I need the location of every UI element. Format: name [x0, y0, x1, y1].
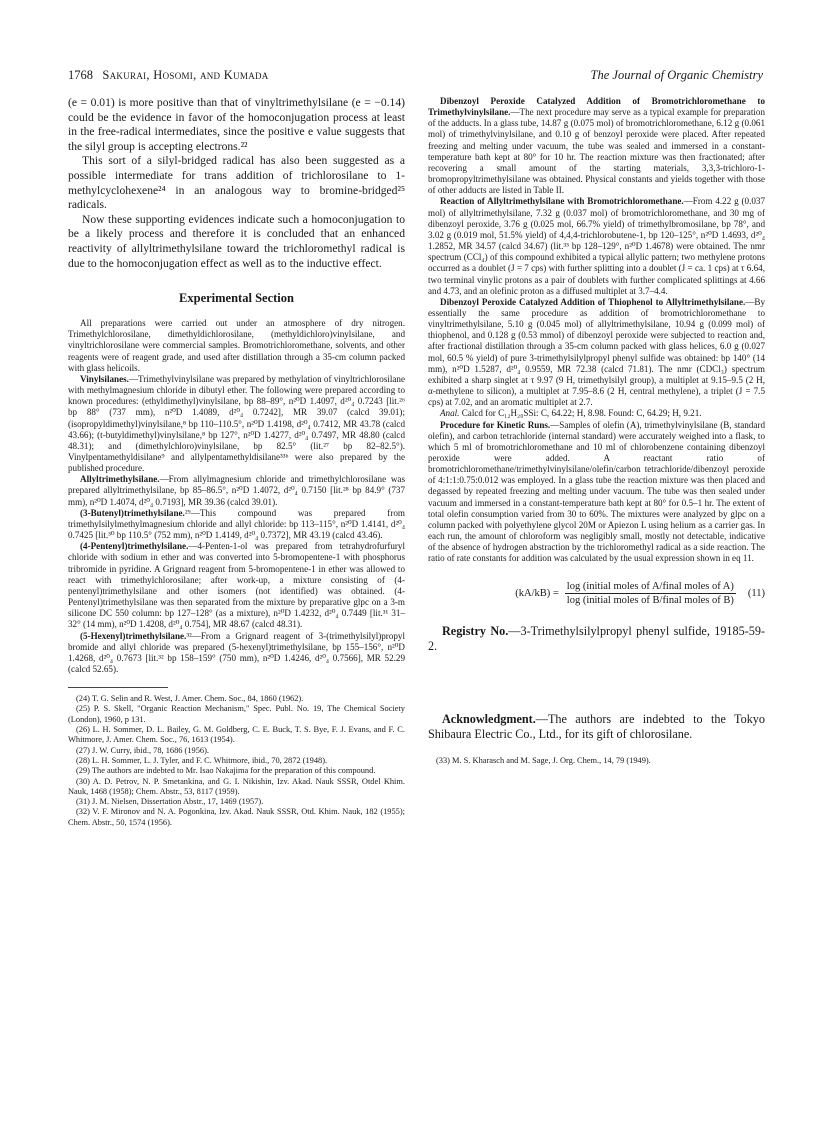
footnote: (26) L. H. Sommer, D. L. Bailey, G. M. Goldberg, C. E. Buck, T. S. Bye, F. J. Evans, and F. C. Whitmore, J. Amer. Chem. Soc., 76, 1613 (1954). [68, 725, 405, 745]
equation-numerator: log (initial moles of A/final moles of A) [566, 580, 734, 592]
registry-paragraph [428, 624, 765, 654]
paragraph-body: ³²—From a Grignard reagent of 3-(trimethylsilyl)propyl bromide and allyl chloride was prepared (5-hexenyl)trimethylsilane, bp 155–156°, n²⁰D 1.4268, d²⁰₄ 0.7673 [lit.³² bp 158–159° (750 mm), n²⁰D 1.4246, d²⁰₄ 0.7566], MR 52.29 (calcd 52.65). [68, 630, 405, 674]
right-column [428, 96, 765, 766]
left-column [68, 96, 405, 828]
equation-11 [428, 581, 765, 606]
discussion-paragraph: (e = 0.01) is more positive than that of vinyltrimethylsilane (e = −0.14) could be the evidence in favor of the homoconjugation process at least in the free-radical intermediates, since the positive e value suggests that the silyl group is accepting electrons.²² [68, 96, 405, 153]
paragraph-body: —Trimethylvinylsilane was prepared by methylation of vinyltrichlorosilane with methylmagnesium chloride in dibutyl ether. The following were prepared according to known procedures: (ethyldimethyl)vinylsilane, bp 88–89°, n²⁰D 1.4097, d²⁰₄ 0.7243 [lit.²⁶ bp 88° (737 mm), n²⁰D 1.4089, d²⁰₄ 0.7242], MR 39.07 (calcd 39.01); (isopropyldimethyl)vinylsilane,⁸ bp 110–110.5°, n²⁰D 1.4198, d²⁰₄ 0.7412, MR 43.78 (calcd 43.66); (t-butyldimethyl)vinylsilane,⁸ bp 127°, n²⁰D 1.4277, d²⁰₄ 0.7497, MR 48.80 (calcd 48.31); and (dimethylchloro)vinylsilane, bp 82.5° (lit.²⁷ bp 82–82.5°). Vinylpentamethyldisilane⁹ and allylpentamethyldisilane³³ᵇ were also prepared by the published procedure. [68, 373, 405, 474]
paragraph-body: —Samples of olefin (A), trimethylvinylsilane (B, standard olefin), and carbon tetrachloride (internal standard) were accurately weighed into a flask, to which 5 ml of bromotrichloromethane and 10 ml of chlorobenzene containing dibenzoyl peroxide were added. A reactant ratio of bromotrichloromethane/trimethylvinylsilane/olefin/carbon tetrachloride/dibenzoyl peroxide of 4:1:1:0.75:0.012 was employed. In a glass tube the reaction mixture was then placed and degassed by repeated freezing and melting under vacuum. The tube was then sealed under vacuum and immersed in a constant-temperature bath kept at 80° for 0.5–1 hr. The extent of total olefin consumption varied from 30 to 60%. The mixtures were analyzed by glpc on a column packed with polyethylene glycol 20M or Apiezon L using helium as a carrier gas. In each run, the amount of chloroform was negligibly small, mostly not detectable, indicative of the absence of hydrogen abstraction by the trichloromethyl radical as a side reaction. The ratio of rate constants for addition was calculated by the usual expression shown in eq 11. [428, 419, 765, 564]
experimental-paragraph [428, 297, 765, 409]
experimental-text [68, 318, 405, 675]
registry-heading: Registry No. [442, 623, 509, 638]
footnote: (32) V. F. Mironov and N. A. Pogonkina, Izv. Akad. Nauk SSSR, Otd. Khim. Nauk, 182 (1955); Chem. Abstr., 50, 1574 (1956). [68, 807, 405, 827]
section-heading: Experimental Section [179, 291, 294, 306]
experimental-intro: All preparations were carried out under an atmosphere of dry nitrogen. Trimethylchlorosilane, dimethyldichlorosilane, (methyldichloro)vinylsilane, and vinyltrichlorosilane were commercial samples. Bromotrichloromethane, solvents, and other reagents were of reagent grade, and used after distillation through a 35-cm column packed with glass helicoils. [68, 318, 405, 373]
analysis-paragraph [428, 408, 765, 419]
footnotes [68, 694, 405, 828]
paragraph-body: —The next procedure may serve as a typical example for preparation of the adducts. In a glass tube, 14.87 g (0.075 mol) of bromotrichloromethane, 6.12 g (0.061 mol) of trimethylvinylsilane, and 0.10 g of benzoyl peroxide were placed. After repeated freezing and melting under vacuum, the tube was sealed and immersed in a constant-temperature bath kept at 80° for 10 hr. The reaction mixture was then fractionated; after recovering a small amount of the starting materials, 3,3,3-trichloro-1-bromopropyltrimethylsilane was obtained. Physical constants and yields together with those of other adducts are listed in Table II. [428, 107, 765, 196]
experimental-paragraph [428, 420, 765, 565]
run-in-heading: Dibenzoyl Peroxide Catalyzed Addition of Bromotrichloromethane to Trimethylvinylsilane. [428, 96, 765, 118]
running-authors: Sakurai, Hosomi, and Kumada [102, 68, 269, 82]
run-in-heading: Dibenzoyl Peroxide Catalyzed Addition of Thiophenol to Allyltrimethylsilane. [440, 296, 746, 307]
footnote-rule [68, 687, 168, 688]
run-in-heading: (3-Butenyl)trimethylsilane. [80, 507, 185, 518]
acknowledgment-heading: Acknowledgment. [442, 711, 536, 726]
acknowledgment-body: —The authors are indebted to the Tokyo Shibaura Electric Co., Ltd., for its gift of chlorosilane. [428, 711, 765, 741]
discussion-paragraph: Now these supporting evidences indicate such a homoconjugation to be a likely process and therefore it is concluded that an enhanced reactivity of allyltrimethylsilane toward the trichloromethyl radical is due to the homoconjugation effect as well as to the inductive effect. [68, 212, 405, 270]
registry-body: —3-Trimethylsilylpropyl phenyl sulfide, 19185-59-2. [428, 623, 765, 653]
experimental-paragraph [68, 474, 405, 507]
experimental-paragraph [68, 374, 405, 474]
equation-fraction [565, 581, 736, 606]
paragraph-body: —From allylmagnesium chloride and trimethylchlorosilane was prepared allyltrimethylsilane, bp 85–86.5°, n²⁰D 1.4072, d²⁰₄ 0.7150 [lit.²⁸ bp 84.9° (737 mm), n²⁰D 1.4074, d²⁰₄ 0.7193], MR 39.36 (calcd 39.01). [68, 474, 405, 507]
footnote: (27) J. W. Curry, ibid., 78, 1686 (1956). [76, 745, 209, 755]
discussion-text [68, 96, 405, 271]
paragraph-body: Calcd for C₁₂H₂₀SSi: C, 64.22; H, 8.98. Found: C, 64.29; H, 9.21. [459, 408, 702, 419]
footnote: (33) M. S. Kharasch and M. Sage, J. Org. Chem., 14, 79 (1949). [436, 755, 651, 765]
footnote: (31) J. M. Nielsen, Dissertation Abstr., 17, 1469 (1957). [76, 797, 264, 807]
paragraph-body: —From 4.22 g (0.037 mol) of allyltrimethylsilane, 7.32 g (0.037 mol) of bromotrichloromethane, and 30 mg of dibenzoyl peroxide, 3.76 g (0.025 mol, 66.7% yield) of trimethylbromosilane, bp 78°, and 3.02 g (0.019 mol, 51.5% yield) of 4,4,4-trichlorobutene-1, bp 120–125°, n²⁰D 1.4693, d²⁰₄ 1.2852, MR 34.57 (calcd 34.67) (lit.³³ bp 128–129°, n²⁰D 1.4678) were obtained. The nmr spectrum (CCl₄) of this compound exhibited a typical allylic pattern; two methylene protons occurred as a doublet (J = 7 cps) with further splitting into a doublet (J = ca. 1 cps) at τ 6.64, two terminal vinylic protons as a pair of doublets with further complicated splittings at 4.66 and 4.73, and an olefinic proton as a diffused multiplet at 3.7–4.4. [428, 196, 765, 296]
run-in-heading: (4-Pentenyl)trimethylsilane. [80, 541, 189, 552]
experimental-paragraph [68, 508, 405, 541]
paragraph-body: ²⁹—This compound was prepared from trimethylsilylmethylmagnesium chloride and allyl chloride: bp 113–115°, n²⁰D 1.4141, d²⁰₄ 0.7425 [lit.³⁰ bp 110.5° (752 mm), n²⁰D 1.4149, d²⁰₄ 0.7372], MR 43.19 (calcd 43.46). [68, 507, 405, 541]
experimental-paragraph [428, 196, 765, 296]
run-in-heading: Vinylsilanes. [80, 373, 129, 384]
run-in-heading: Allyltrimethylsilane. [80, 474, 160, 485]
experimental-text-continued [428, 96, 765, 565]
paragraph-body: —4-Penten-1-ol was prepared from tetrahydrofurfuryl chloride with sodium in ether and was converted into 5-bromopentene-1 with phosphorus tribromide in pyridine. A Grignard reagent from 5-bromopentene-1 in ether was allowed to react with trimethylchlorosilane; after work-up, a mixture consisting of (4-pentenyl)trimethylsilane and other isomers (not identified) was obtained. (4-Pentenyl)trimethylsilane was then separated from the mixture by preparative glpc on a 3-m silicone DC 550 column: bp 127–128° (as a mixture), n²⁰D 1.4232, d²⁰₄ 0.7449 [lit.³¹ 31–32° (14 mm), n²⁰D 1.4208, d²⁰₄ 0.754], MR 48.67 (calcd 48.31). [68, 541, 405, 630]
run-in-heading: Reaction of Allyltrimethylsilane with Bromotrichloromethane. [440, 196, 684, 207]
experimental-paragraph [428, 96, 765, 196]
run-in-heading: Procedure for Kinetic Runs. [440, 419, 551, 430]
equation-denominator: log (initial moles of B/final moles of B) [566, 594, 734, 606]
footnote: (30) A. D. Petrov, N. P. Smetankina, and G. I. Nikishin, Izv. Akad. Nauk SSSR, Otdel Khim. Nauk, 1468 (1958); Chem. Abstr., 53, 8117 (1959). [68, 776, 405, 796]
discussion-paragraph: This sort of a silyl-bridged radical has also been suggested as a possible intermediate for trans addition of trichlorosilane to 1-methylcyclohexene²⁴ in an analogous way to bromine-bridged²⁵ radicals. [68, 154, 405, 212]
paragraph-body: —By essentially the same procedure as addition of bromotrichloromethane to vinyltrimethylsilane, 5.10 g (0.045 mol) of allyltrimethylsilane, 10.94 g (0.099 mol) of thiophenol, and 0.128 g (0.53 mmol) of dibenzoyl peroxide were subjected to reaction and, after fractional distillation through a 35-cm column packed with glass helices, 6.0 g (0.027 mol, 60.5 % yield) of pure 3-trimethylsilylpropyl phenyl sulfide was obtained: bp 140° (14 mm), n²⁰D 1.5287, d²⁰₄ 0.9559, MR 72.38 (calcd 71.81). The nmr (CDCl₃) spectrum exhibited a sharp singlet at τ 9.97 (9 H, trimethylsilyl group), a multiplet at 9.15–9.5 (2 H, α-methylene to silicon), a multiplet at 7.95–8.6 (2 H, central methylene), a triplet (J = 7.5 cps) at 7.02, and an aromatic multiplet at 2.7. [428, 296, 765, 408]
experimental-paragraph [68, 541, 405, 630]
acknowledgment-paragraph [428, 712, 765, 742]
footnote: (28) L. H. Sommer, L. J. Tyler, and F. C. Whitmore, ibid., 70, 2872 (1948). [76, 755, 328, 765]
equation-lhs: (kA/kB) = [515, 587, 559, 599]
equation-number: (11) [747, 587, 765, 599]
footnote: (29) The authors are indebted to Mr. Isao Nakajima for the preparation of this compound. [76, 766, 376, 776]
journal-title: The Journal of Organic Chemistry [590, 68, 763, 82]
header-left [68, 68, 269, 83]
footnote: (24) T. G. Selin and R. West, J. Amer. Chem. Soc., 84, 1860 (1962). [76, 694, 304, 704]
footnote: (25) P. S. Skell, "Organic Reaction Mechanism," Spec. Publ. No. 19, The Chemical Society (London), 1960, p 131. [68, 704, 405, 724]
experimental-paragraph [68, 631, 405, 676]
run-in-heading: (5-Hexenyl)trimethylsilane. [80, 630, 187, 641]
page-number: 1768 [68, 68, 93, 82]
page-header [68, 68, 763, 84]
analysis-heading: Anal. [440, 408, 460, 419]
